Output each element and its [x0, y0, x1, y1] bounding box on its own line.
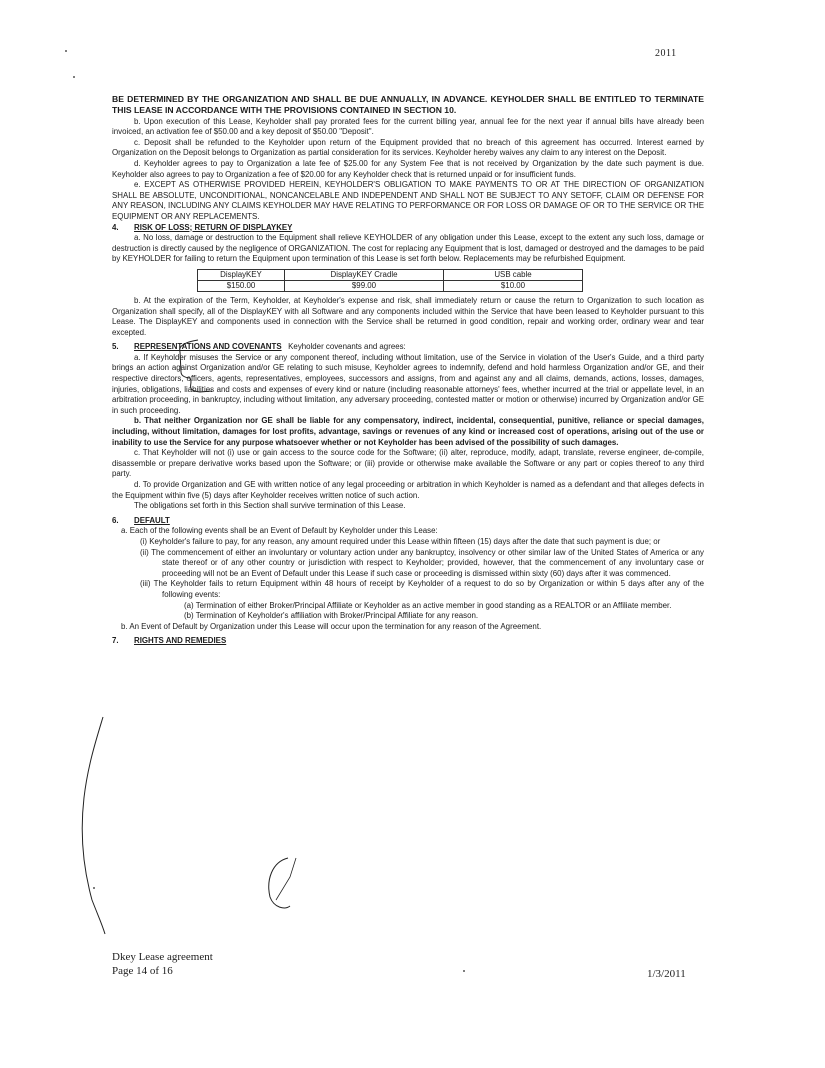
- section-5-title: REPRESENTATIONS AND COVENANTS: [134, 342, 282, 352]
- scan-speck: [65, 50, 67, 52]
- table-header-cell: DisplayKEY: [198, 269, 285, 280]
- footer-doc-name: Dkey Lease agreement: [112, 951, 213, 963]
- bracket-mark-section-6: [82, 717, 105, 934]
- clause-6b: b. An Event of Default by Organization under this Lease will occur upon the termination for any reason of the Agreement.: [121, 621, 542, 631]
- stroke-mark-tick: [276, 858, 296, 900]
- table-price-cell: $99.00: [285, 280, 444, 291]
- section-4-number: 4.: [112, 222, 119, 232]
- footer-page-number: Page 14 of 16: [112, 965, 173, 977]
- clause-5c: c. That Keyholder will not (i) use or gain access to the source code for the Software; (ii) alter, reproduce, modify, adapt, translate, reverse engineer, de-compile, disassemble or prepare derivative works based upon the Software; or (iii) provide or otherwise make available the Software or any part or copies thereof to any third party.: [112, 448, 704, 479]
- clause-5a: a. If Keyholder misuses the Service or any component thereof, including without limitation, use of the Service in violation of the User's Guide, and a third party brings an action against Organization and/or GE relating to such misuse, Keyholder agrees to indemnify, defend and hold harmless Organization and/or GE, and their respective directors, officers, agents, representatives, employees, successors and assigns, from and against any and all claims, demands, actions, losses, damages, injuries, obligations, liabilities and costs and expenses of every kind or nature (including reasonable attorneys' fees, whether incurred at the trial or appellate level, in an arbitration proceeding, in bankruptcy, including without limitation, any adversary proceeding, contested matter or motion or otherwise) incurred by Organization and/or GE in such proceeding.: [112, 352, 704, 415]
- scan-speck: [73, 76, 75, 78]
- scan-speck: [93, 887, 95, 889]
- section-5-intro: Keyholder covenants and agrees:: [288, 342, 406, 352]
- clause-5d: d. To provide Organization and GE with written notice of any legal proceeding or arbitration in which Keyholder is named as a defendant and that alleges defects in the Equipment within five (5) days after Keyholder receives written notice of such action.: [112, 480, 704, 500]
- clause-4a: a. No loss, damage or destruction to the Equipment shall relieve KEYHOLDER of any obligation under this Lease, except to the extent any such loss, damage or destruction is directly caused by the negligence of ORGANIZATION. The cost for replacing any Equipment that is lost, damaged or destroyed and the damages to be paid by KEYHOLDER for failing to return the Equipment upon termination of this Lease is set forth below. Replacements may be refurbished Equipment.: [112, 233, 704, 264]
- clause-5b: b. That neither Organization nor GE shall be liable for any compensatory, indirect, incidental, consequential, punitive, reliance or special damages, including, without limitation, damages for lost profits, advantage, savings or revenues of any kind or increased cost of operations, arising out of the use or inability to use the Service for any purpose whatsoever whether or not Keyholder has been advised of the possibility of such damages.: [112, 416, 704, 447]
- section-4-heading: [112, 223, 704, 234]
- section-5-number: 5.: [112, 342, 119, 352]
- clause-6a-iii-a: (a) Termination of either Broker/Principal Affiliate or Keyholder as an active member in good standing as a REALTOR or an Affiliate member.: [184, 600, 672, 610]
- clause-6a-i: (i) Keyholder's failure to pay, for any reason, any amount required under this Lease within fifteen (15) days after the date that such payment is due; or: [140, 536, 661, 546]
- section-7-number: 7.: [112, 636, 119, 646]
- lease-body: [112, 94, 704, 647]
- table-header-cell: USB cable: [444, 269, 583, 280]
- footer-left: [112, 950, 213, 978]
- clause-6a-iii-b: (b) Termination of Keyholder's affiliation with Broker/Principal Affiliate for any reason.: [184, 611, 479, 621]
- clause-3d: d. Keyholder agrees to pay to Organization a late fee of $25.00 for any System Fee that is not received by Organization by the date such payment is due. Keyholder also agrees to pay to Organization a fee of $20.00 for any Keyholder check that is returned unpaid or for insufficient funds.: [112, 158, 704, 179]
- footer-date: 1/3/2011: [647, 968, 686, 980]
- section-5-survival: The obligations set forth in this Section shall survive termination of this Lease.: [134, 501, 406, 511]
- table-price-cell: $10.00: [444, 280, 583, 291]
- table-price-row: [198, 280, 583, 291]
- section-6-heading: [112, 516, 704, 527]
- scan-speck: [463, 970, 465, 972]
- clause-6a-iii: (iii) The Keyholder fails to return Equipment within 48 hours of receipt by Keyholder of a request to do so by Organization or within 5 days after any of the following events:: [140, 579, 704, 599]
- table-header-cell: DisplayKEY Cradle: [285, 269, 444, 280]
- section-6-number: 6.: [112, 515, 119, 525]
- clause-3b: b. Upon execution of this Lease, Keyholder shall pay prorated fees for the current billing year, annual fee for the next year if annual bills have already been invoiced, an activation fee of $50.00 and a key deposit of $50.00 "Deposit".: [112, 116, 704, 137]
- section-5-heading: [112, 342, 704, 353]
- circle-mark-five-days: [269, 858, 290, 908]
- clause-6a-ii: (ii) The commencement of either an involuntary or voluntary action under any bankruptcy, insolvency or other similar law of the United States of America or any state thereof or of any other country or jurisdiction with respect to Keyholder; provided, however, that the commencement of any involuntary case or proceeding will not be an Event of Default under this Lease if such case or proceeding is dismissed within sixty (60) days after it was commenced.: [140, 547, 704, 578]
- clause-4b: b. At the expiration of the Term, Keyholder, at Keyholder's expense and risk, shall immediately return or cause the return to Organization to such location as Organization shall specify, all of the DisplayKEY with all Software and any components included within the Service that have been leased to Keyholder pursuant to this Lease. The DisplayKEY and components used in connection with the Service shall be returned in good condition, repair and working order, ordinary wear and tear excepted.: [112, 295, 704, 337]
- section-7-heading: [112, 636, 704, 647]
- header-year: 2011: [655, 48, 677, 59]
- section-7-title: RIGHTS AND REMEDIES: [134, 636, 227, 646]
- table-price-cell: $150.00: [198, 280, 285, 291]
- table-header-row: [198, 269, 583, 280]
- clause-6a: a. Each of the following events shall be an Event of Default by Keyholder under this Lease:: [121, 526, 438, 536]
- fees-continued-clause: BE DETERMINED BY THE ORGANIZATION AND SHALL BE DUE ANNUALLY, IN ADVANCE. KEYHOLDER SHALL BE ENTITLED TO TERMINATE THIS LEASE IN ACCORDANCE WITH THE PROVISIONS CONTAINED IN SECTION 10.: [112, 94, 704, 116]
- clause-3e: e. EXCEPT AS OTHERWISE PROVIDED HEREIN, KEYHOLDER'S OBLIGATION TO MAKE PAYMENTS TO OR AT THE DIRECTION OF ORGANIZATION SHALL BE ABSOLUTE, UNCONDITIONAL, NONCANCELABLE AND INDEPENDENT AND SHALL NOT BE SUBJECT TO ANY SETOFF, CLAIM OR DEFENSE FOR ANY REASON, INCLUDING ANY CLAIMS KEYHOLDER MAY HAVE RELATING TO PERFORMANCE OR FOR LOSS OR DAMAGE OF OR TO THE SERVICE OR THE EQUIPMENT OR ANY REPLACEMENTS.: [112, 180, 704, 221]
- section-4-title: RISK OF LOSS; RETURN OF DISPLAYKEY: [134, 222, 293, 232]
- replacement-cost-table: [197, 269, 583, 292]
- section-6-title: DEFAULT: [134, 515, 170, 525]
- clause-3c: c. Deposit shall be refunded to the Keyholder upon return of the Equipment provided that no breach of this agreement has occurred. Interest earned by Organization on the Deposit belongs to Organization as partial consideration for its services. Keyholder hereby waives any claim to any interest on the Deposit.: [112, 137, 704, 158]
